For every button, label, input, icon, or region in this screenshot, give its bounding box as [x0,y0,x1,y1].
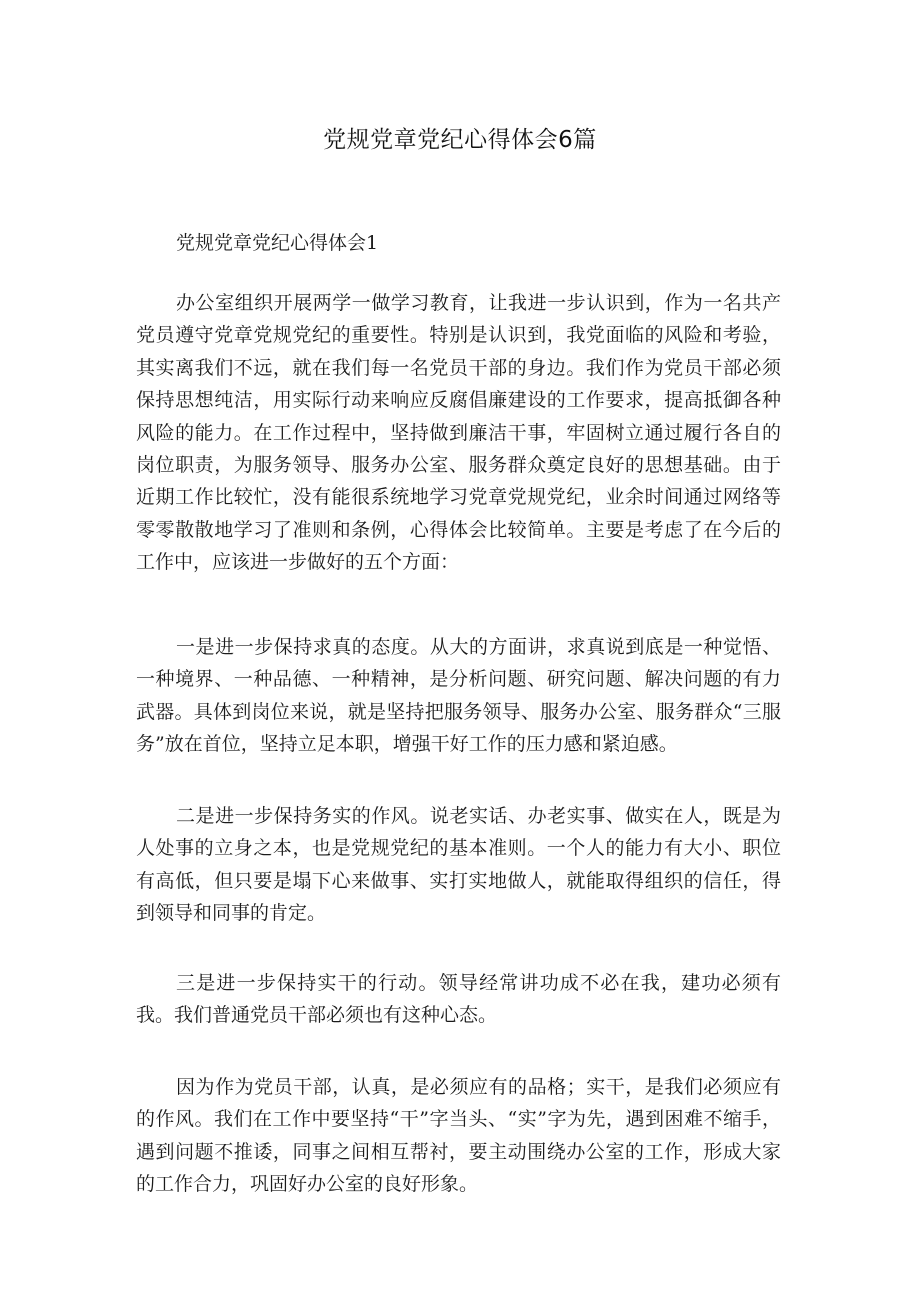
paragraph-continuation: 因为作为党员干部，认真，是必须应有的品格；实干，是我们必须应有的作风。我们在工作中要坚持“干”字当头、“实”字为先，遇到困难不缩手，遇到问题不推诿，同事之间相互帮衬，要主动围绕办公室的工作，形成大家的工作合力，巩固好办公室的良好形象。 [136,1076,781,1196]
paragraph-point-one: 一是进一步保持求真的态度。从大的方面讲，求真说到底是一种觉悟、一种境界、一种品德、一种精神，是分析问题、研究问题、解决问题的有力武器。具体到岗位来说，就是坚持把服务领导、服务办公室、服务群众“三服务”放在首位，坚持立足本职，增强干好工作的压力感和紧迫感。 [136,636,781,756]
paragraph-point-two: 二是进一步保持务实的作风。说老实话、办老实事、做实在人，既是为人处事的立身之本，也是党规党纪的基本准则。一个人的能力有大小、职位有高低，但只要是塌下心来做事、实打实地做人，就能取得组织的信任，得到领导和同事的肯定。 [136,805,781,925]
document-title: 党规党章党纪心得体会6篇 [323,127,597,153]
paragraph-point-three: 三是进一步保持实干的行动。领导经常讲功成不必在我，建功必须有我。我们普通党员干部必须也有这种心态。 [136,972,781,1027]
section-heading: 党规党章党纪心得体会1 [176,232,379,254]
paragraph-intro: 办公室组织开展两学一做学习教育，让我进一步认识到，作为一名共产党员遵守党章党规党纪的重要性。特别是认识到，我党面临的风险和考验，其实离我们不远，就在我们每一名党员干部的身边。我们作为党员干部必须保持思想纯洁，用实际行动来响应反腐倡廉建设的工作要求，提高抵御各种风险的能力。在工作过程中，坚持做到廉洁干事，牢固树立通过履行各自的岗位职责，为服务领导、服务办公室、服务群众奠定良好的思想基础。由于近期工作比较忙，没有能很系统地学习党章党规党纪，业余时间通过网络等零零散散地学习了准则和条例，心得体会比较简单。主要是考虑了在今后的工作中，应该进一步做好的五个方面： [136,292,781,574]
